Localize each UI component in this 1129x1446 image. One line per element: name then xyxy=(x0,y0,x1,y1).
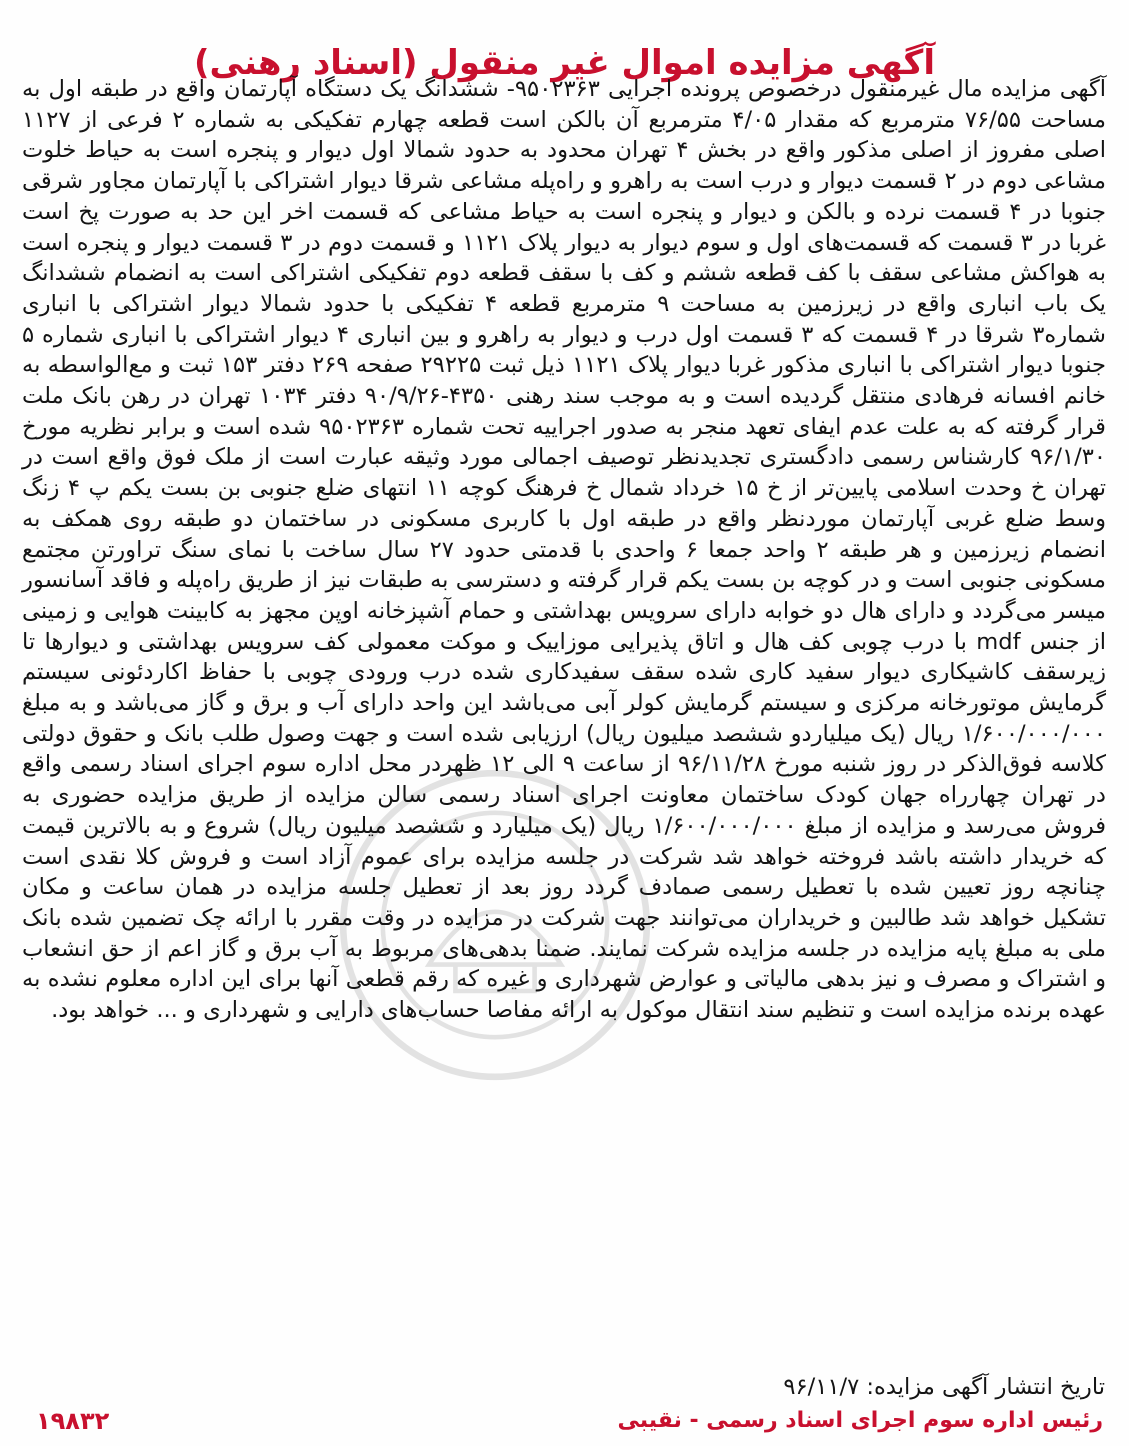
signature-line: رئیس اداره سوم اجرای اسناد رسمی - نقیبی xyxy=(617,1408,1103,1433)
notice-title: آگهی مزایده اموال غیر منقول (اسناد رهنی) xyxy=(194,42,935,83)
notice-footer xyxy=(0,1404,1129,1440)
ad-number: ۱۹۸۳۲ xyxy=(36,1407,110,1435)
publication-date: تاریخ انتشار آگهی مزایده: ۹۶/۱۱/۷ xyxy=(783,1374,1105,1400)
notice-body xyxy=(22,74,1106,1026)
notice-body-text: آگهی مزایده مال غیرمنقول درخصوص پرونده اجرایی ۹۵۰۲۳۶۳- ششدانگ یک دستگاه آپارتمان واقع در طبقه اول به مساحت ۷۶/۵۵ مترمربع که مقدار ۴/۰۵ مترمربع آن بالکن است قطعه چهارم تفکیکی به شماره ۲ فرعی از ۱۱۲۷ اصلی مفروز از اصلی مذکور واقع در بخش ۴ تهران محدود به حدود شمالا اول دیوار و پنجره است به حیاط خلوت مشاعی دوم در ۲ قسمت دیوار و درب است به راهرو و راه‌پله مشاعی شرقا دیوار اشتراکی با آپارتمان مجاور شرقی جنوبا در ۴ قسمت نرده و بالکن و دیوار و پنجره است به حیاط مشاعی که قسمت اخر این حد به صورت پخ است غربا در ۳ قسمت که قسمت‌های اول و سوم دیوار به دیوار پلاک ۱۱۲۱ و قسمت دوم در ۳ قسمت دیوار و پنجره است به هواکش مشاعی سقف با کف قطعه ششم و کف با سقف قطعه دوم تفکیکی اشتراکی است به انضمام ششدانگ یک باب انباری واقع در زیرزمین به مساحت ۹ مترمربع قطعه ۴ تفکیکی با حدود شمالا دیوار اشتراکی با انباری شماره۳ شرقا در ۴ قسمت که ۳ قسمت اول درب و دیوار به راهرو و بین انباری ۴ دیوار اشتراکی با انباری شماره ۵ جنوبا دیوار اشتراکی با انباری مذکور غربا دیوار پلاک ۱۱۲۱ ذیل ثبت ۲۹۲۲۵ صفحه ۲۶۹ دفتر ۱۵۳ ثبت و مع‌الواسطه به خانم افسانه فرهادی منتقل گردیده است و به موجب سند رهنی ۴۳۵۰-۹۰/۹/۲۶ دفتر ۱۰۳۴ تهران در رهن بانک ملت قرار گرفته که به علت عدم ایفای تعهد منجر به صدور اجراییه تحت شماره ۹۵۰۲۳۶۳ شده است و برابر نظریه مورخ ۹۶/۱/۳۰ کارشناس رسمی دادگستری تجدیدنظر توصیف اجمالی مورد وثیقه عبارت است از ملک فوق واقع است در تهران خ وحدت اسلامی پایین‌تر از خ ۱۵ خرداد شمال خ فرهنگ کوچه ۱۱ انتهای ضلع جنوبی بن بست یکم پ ۴ زنگ وسط ضلع غربی آپارتمان موردنظر واقع در طبقه اول با کاربری مسکونی در ساختمان دو طبقه روی همکف به انضمام زیرزمین و هر طبقه ۲ واحد جمعا ۶ واحدی با قدمتی حدود ۲۷ سال ساخت با نمای سنگ تراورتن مجتمع مسکونی جنوبی است و در کوچه بن بست یکم قرار گرفته و دسترسی به طبقات نیز از طریق راه‌پله و فاقد آسانسور میسر می‌گردد و دارای هال دو خوابه دارای سرویس بهداشتی و حمام آشپزخانه اوپن مجهز به کابینت هوایی و زمینی از جنس mdf با درب چوبی کف هال و اتاق پذیرایی موزاییک و موکت معمولی کف سرویس بهداشتی و دیوارها تا زیرسقف کاشیکاری دیوار سفید کاری شده سقف سفیدکاری شده درب ورودی چوبی با حفاظ اکاردئونی سیستم گرمایش موتورخانه مرکزی و سیستم گرمایش کولر آبی می‌باشد این واحد دارای آب و برق و گاز می‌باشد و به مبلغ ۱/۶۰۰/۰۰۰/۰۰۰ ریال (یک میلیاردو ششصد میلیون ریال) ارزیابی شده است و جهت وصول طلب بانک و حقوق دولتی کلاسه فوق‌الذکر در روز شنبه مورخ ۹۶/۱۱/۲۸ از ساعت ۹ الی ۱۲ ظهردر محل اداره سوم اجرای اسناد رسمی واقع در تهران چهارراه جهان کودک ساختمان معاونت اجرای اسناد رسمی سالن مزایده از طریق مزایده حضوری به فروش می‌رسد و مزایده از مبلغ ۱/۶۰۰/۰۰۰/۰۰۰ ریال (یک میلیارد و ششصد میلیون ریال) شروع و به بالاترین قیمت که خریدار داشته باشد فروخته خواهد شد شرکت در جلسه مزایده برای عموم آزاد است و فروش کلا نقدی است چنانچه روز تعیین شده با تعطیل رسمی صمادف گردد روز بعد از تعطیل جلسه مزایده در همان ساعت و مکان تشکیل خواهد شد طالبین و خریداران می‌توانند جهت شرکت در مزایده در وقت مقرر با ارائه چک تضمین شده بانک ملی به مبلغ پایه مزایده در جلسه مزایده شرکت نمایند. ضمنا بدهی‌های مربوط به آب برق و گاز اعم از حق انشعاب و اشتراک و مصرف و نیز بدهی مالیاتی و عوارض شهرداری و غیره که رقم قطعی آنها برای این اداره معلوم نشده به عهده برنده مزایده است و تنظیم سند انتقال موکول به ارائه مفاصا حساب‌های دارایی و شهرداری و ... خواهد بود. xyxy=(22,76,1107,1024)
